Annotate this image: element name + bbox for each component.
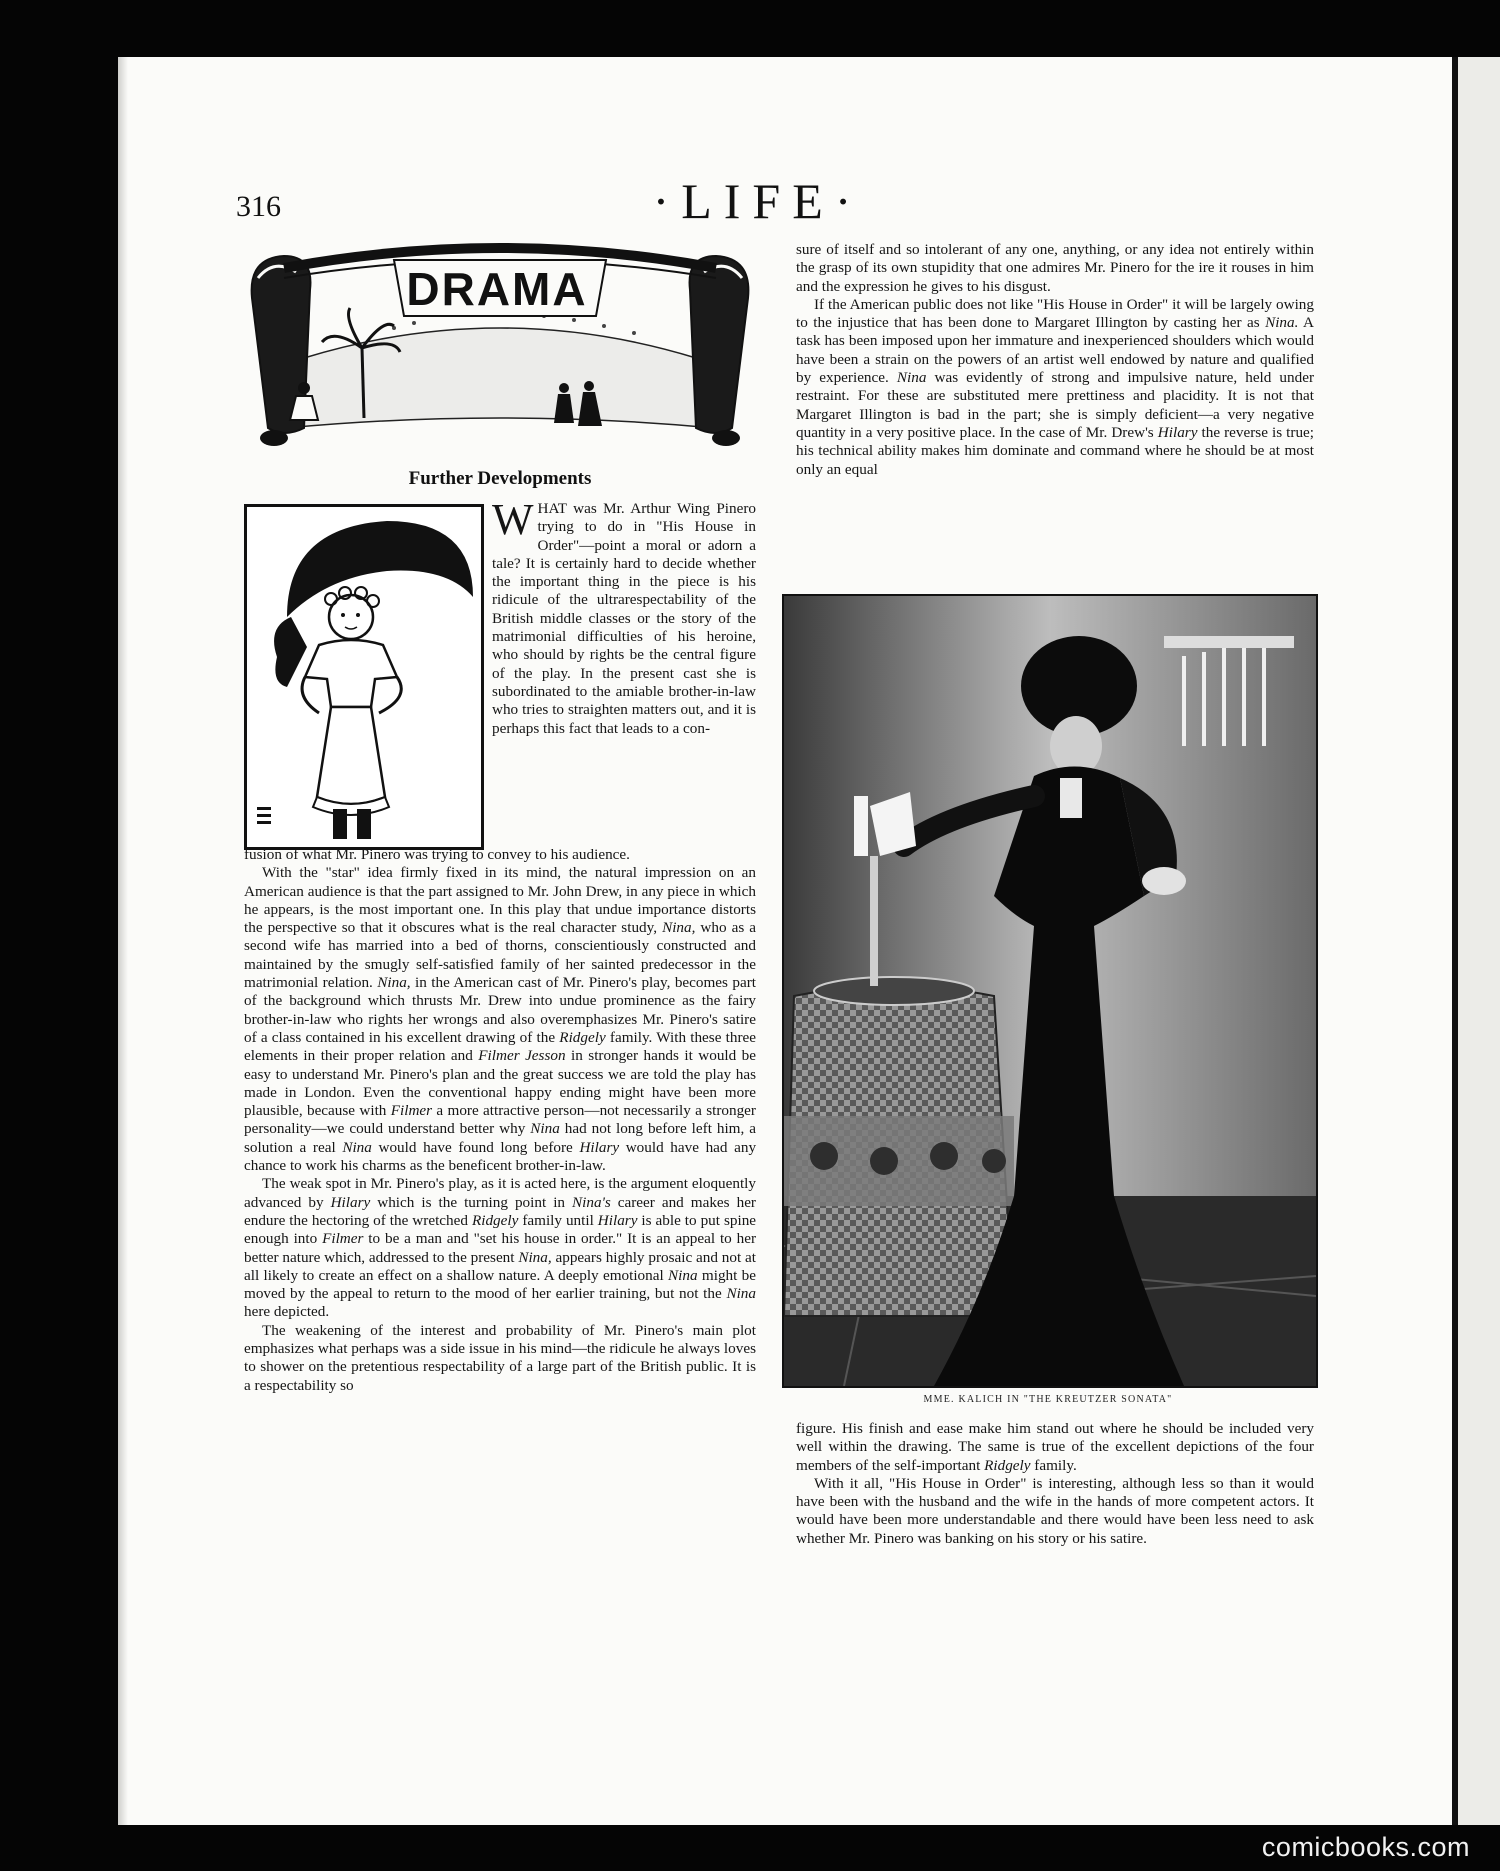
- kalich-photograph: [782, 594, 1318, 1388]
- article-intro-wrap: [492, 495, 756, 738]
- article-right-column-top: [796, 241, 1314, 479]
- paragraph-6: If the American public does not like "His House in Order" it will be largely owing to the injustice that has been done to Margaret Illington by casting her as Nina. A task has been imposed upon her immature and inexperienced shoulders which would have been a strain on the powers of an artist well endowed by nature and qualified by experience. Nina was evidently of strong and impulsive nature, held under restraint. For these are substituted mere prettiness and placidity. It is not that Margaret Illington is bad in the part; she is simply deficient—a very negative quantity in a very positive place. In the case of Mr. Drew's Hilary the reverse is true; his technical ability makes him dominate and command where he should be at most only an equal: [796, 295, 1315, 478]
- page-edge: [118, 57, 128, 1825]
- paragraph-2: With the "star" idea firmly fixed in its mind, the natural impression on an American audience is that the part assigned to Mr. John Drew, in any piece in which he appears, is the most important one. In this play that undue importance distorts the perspective so that it obscures what is the real character study, Nina, who as a second wife has married into a bed of thorns, conscientiously constructed and maintained by the smugly self-satisfied family of her sainted predecessor in the matrimonial relation. Nina, in the American cast of Mr. Pinero's play, becomes part of the background which thrusts Mr. Drew into undue prominence as the fairy brother-in-law who rights her wrongs and also overemphasizes Mr. Pinero's satire of a class contained in his excellent drawing of the Ridgely family. With these three elements in their proper relation and Filmer Jesson in stronger hands it would be easy to understand Mr. Pinero's plan and the great success we are told the play has made in London. Even the conventional happy ending might have been more plausible, because with Filmer a more attractive person—not necessarily a stronger personality—we could understand better why Nina had not long before left him, a solution a real Nina would have found long before Hilary would have had any chance to work his charms as the beneficent brother-in-law.: [244, 864, 757, 1175]
- masthead-life: ·LIFE·: [652, 173, 864, 229]
- paragraph-4: The weakening of the interest and probability of Mr. Pinero's main plot emphasizes what perhaps was a side issue in his mind—the ridicule he always loves to shower on the pretentious respectability of a large part of the British public. It is a respectability so: [244, 1321, 756, 1394]
- paragraph-7: figure. His finish and ease make him stand out where he should be included very well within the drawing. The same is true of the excellent depictions of the four members of the self-important Ridgely family.: [796, 1420, 1314, 1474]
- intro-text: HAT was Mr. Arthur Wing Pinero trying to do in "His House in Order"—point a moral or adorn a tale? It is certainly hard to decide whether the important thing in the piece is his ridicule of the ultrarespectability of the British middle classes or the story of the matrimonial difficulties of his heroine, who should by rights be the central figure of the play. In the present cast she is subordinated to the amiable brother-in-law who tries to straighten matters out, and it is perhaps this fact that leads to a con-: [492, 500, 756, 737]
- article-right-column-bottom: [796, 1420, 1314, 1548]
- photo-caption: MME. KALICH IN "THE KREUTZER SONATA": [923, 1394, 1173, 1405]
- paragraph-3: The weak spot in Mr. Pinero's play, as it is acted here, is the argument eloquently advanced by Hilary which is the turning point in Nina's career and makes her endure the hectoring of the wretched Ridgely family until Hilary is able to put spine enough into Filmer to be a man and "set his house in order." It is an appeal to her better nature which, addressed to the present Nina, appears highly prosaic and not at all likely to create an effect on a shallow nature. A deeply emotional Nina might be moved by the appeal to return to the mood of her earlier training, but not the Nina here depicted.: [244, 1175, 757, 1321]
- paragraph-8: With it all, "His House in Order" is interesting, although less so than it would have been with the husband and the wife in the hands of more competent actors. It would have been more understandable and there would have been less need to ask whether Mr. Pinero was banking on his story or his satire.: [796, 1474, 1314, 1547]
- paragraph-1-continued: fusion of what Mr. Pinero was trying to convey to his audience.: [244, 846, 630, 863]
- site-watermark: comicbooks.com: [1261, 1832, 1470, 1862]
- paragraph-5: sure of itself and so intolerant of any one, anything, or any idea not entirely within the grasp of its own stupidity that one admires Mr. Pinero for the ire it rouses in him and the expression he gives to his disgust.: [796, 241, 1314, 295]
- article-heading: Further Developments: [408, 468, 592, 489]
- woman-in-hat-illustration: [244, 504, 484, 850]
- drama-banner-title: DRAMA: [406, 263, 588, 315]
- page-number: 316: [236, 190, 281, 223]
- next-page-edge: [1452, 57, 1500, 1825]
- article-left-column: [244, 846, 756, 1395]
- drop-cap: W: [492, 495, 534, 544]
